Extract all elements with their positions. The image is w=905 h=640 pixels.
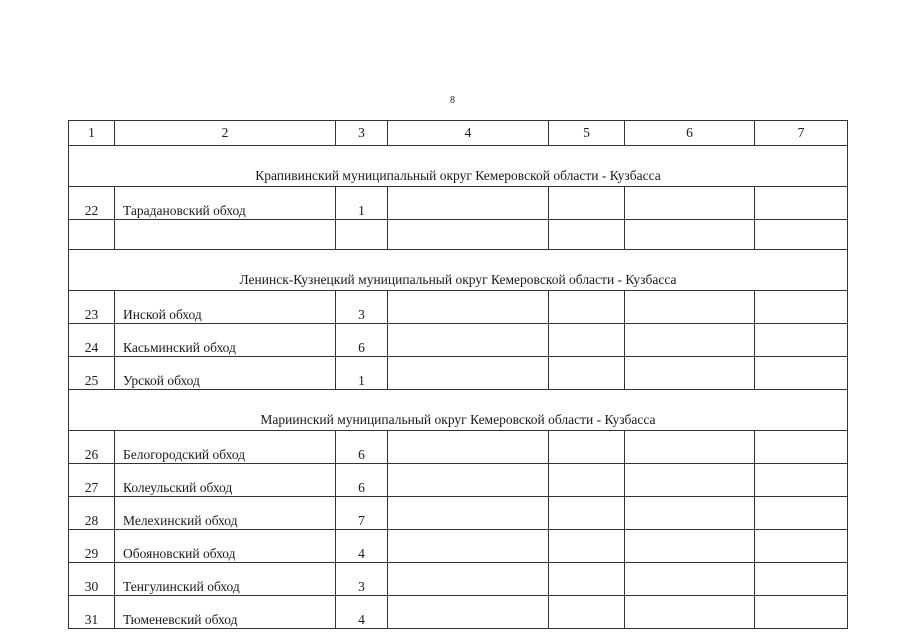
empty-cell [755, 464, 848, 497]
table-row [69, 563, 848, 596]
row-number: 25 [69, 357, 115, 390]
row-name: Мелехинский обход [115, 497, 336, 530]
empty-cell [388, 220, 549, 250]
section-header-row [69, 250, 848, 291]
row-quantity: 4 [336, 596, 388, 629]
empty-cell [625, 563, 755, 596]
column-header: 2 [115, 121, 336, 146]
row-quantity: 6 [336, 464, 388, 497]
row-number: 31 [69, 596, 115, 629]
empty-cell [549, 220, 625, 250]
empty-cell [755, 357, 848, 390]
empty-cell [625, 464, 755, 497]
empty-cell [755, 220, 848, 250]
empty-cell [388, 497, 549, 530]
row-name: Колеульский обход [115, 464, 336, 497]
empty-cell [625, 357, 755, 390]
empty-row [69, 220, 848, 250]
table-row [69, 187, 848, 220]
row-number: 29 [69, 530, 115, 563]
column-header: 7 [755, 121, 848, 146]
row-quantity: 7 [336, 497, 388, 530]
empty-cell [755, 596, 848, 629]
table-row [69, 324, 848, 357]
row-quantity: 3 [336, 563, 388, 596]
table-row [69, 464, 848, 497]
column-header: 6 [625, 121, 755, 146]
column-header: 3 [336, 121, 388, 146]
empty-cell [755, 291, 848, 324]
row-quantity: 1 [336, 357, 388, 390]
empty-cell [549, 530, 625, 563]
empty-cell [549, 563, 625, 596]
table-row [69, 530, 848, 563]
row-name: Обояновский обход [115, 530, 336, 563]
column-header: 5 [549, 121, 625, 146]
row-number: 28 [69, 497, 115, 530]
row-name: Тарадановский обход [115, 187, 336, 220]
table-row [69, 291, 848, 324]
row-quantity: 4 [336, 530, 388, 563]
row-name: Урской обход [115, 357, 336, 390]
empty-cell [549, 291, 625, 324]
empty-cell [625, 497, 755, 530]
row-number: 24 [69, 324, 115, 357]
empty-cell [388, 187, 549, 220]
empty-cell [69, 220, 115, 250]
row-name: Тенгулинский обход [115, 563, 336, 596]
row-number: 30 [69, 563, 115, 596]
empty-cell [755, 431, 848, 464]
empty-cell [625, 530, 755, 563]
row-quantity: 6 [336, 431, 388, 464]
empty-cell [625, 291, 755, 324]
empty-cell [388, 563, 549, 596]
empty-cell [755, 530, 848, 563]
empty-cell [336, 220, 388, 250]
empty-cell [625, 187, 755, 220]
row-number: 26 [69, 431, 115, 464]
empty-cell [625, 596, 755, 629]
table-row [69, 357, 848, 390]
empty-cell [625, 324, 755, 357]
empty-cell [549, 497, 625, 530]
row-name: Касьминский обход [115, 324, 336, 357]
empty-cell [755, 324, 848, 357]
empty-cell [388, 431, 549, 464]
empty-cell [549, 464, 625, 497]
section-title: Крапивинский муниципальный округ Кемеровской области - Кузбасса [69, 146, 848, 187]
empty-cell [388, 324, 549, 357]
empty-cell [549, 596, 625, 629]
row-number: 22 [69, 187, 115, 220]
empty-cell [388, 596, 549, 629]
section-header-row [69, 390, 848, 431]
document-table [68, 120, 848, 629]
row-name: Белогородский обход [115, 431, 336, 464]
row-quantity: 1 [336, 187, 388, 220]
empty-cell [755, 187, 848, 220]
section-title: Мариинский муниципальный округ Кемеровской области - Кузбасса [69, 390, 848, 431]
empty-cell [549, 187, 625, 220]
section-header-row [69, 146, 848, 187]
empty-cell [388, 530, 549, 563]
column-number-row [69, 121, 848, 146]
empty-cell [388, 291, 549, 324]
empty-cell [388, 357, 549, 390]
empty-cell [549, 431, 625, 464]
row-number: 23 [69, 291, 115, 324]
row-quantity: 6 [336, 324, 388, 357]
column-header: 4 [388, 121, 549, 146]
table-row [69, 497, 848, 530]
table-row [69, 596, 848, 629]
empty-cell [549, 324, 625, 357]
column-header: 1 [69, 121, 115, 146]
empty-cell [625, 431, 755, 464]
empty-cell [755, 497, 848, 530]
empty-cell [549, 357, 625, 390]
empty-cell [388, 464, 549, 497]
empty-cell [755, 563, 848, 596]
empty-cell [625, 220, 755, 250]
row-name: Тюменевский обход [115, 596, 336, 629]
table-row [69, 431, 848, 464]
row-quantity: 3 [336, 291, 388, 324]
page-number: 8 [450, 95, 455, 106]
row-name: Инской обход [115, 291, 336, 324]
section-title: Ленинск-Кузнецкий муниципальный округ Кемеровской области - Кузбасса [69, 250, 848, 291]
row-number: 27 [69, 464, 115, 497]
empty-cell [115, 220, 336, 250]
